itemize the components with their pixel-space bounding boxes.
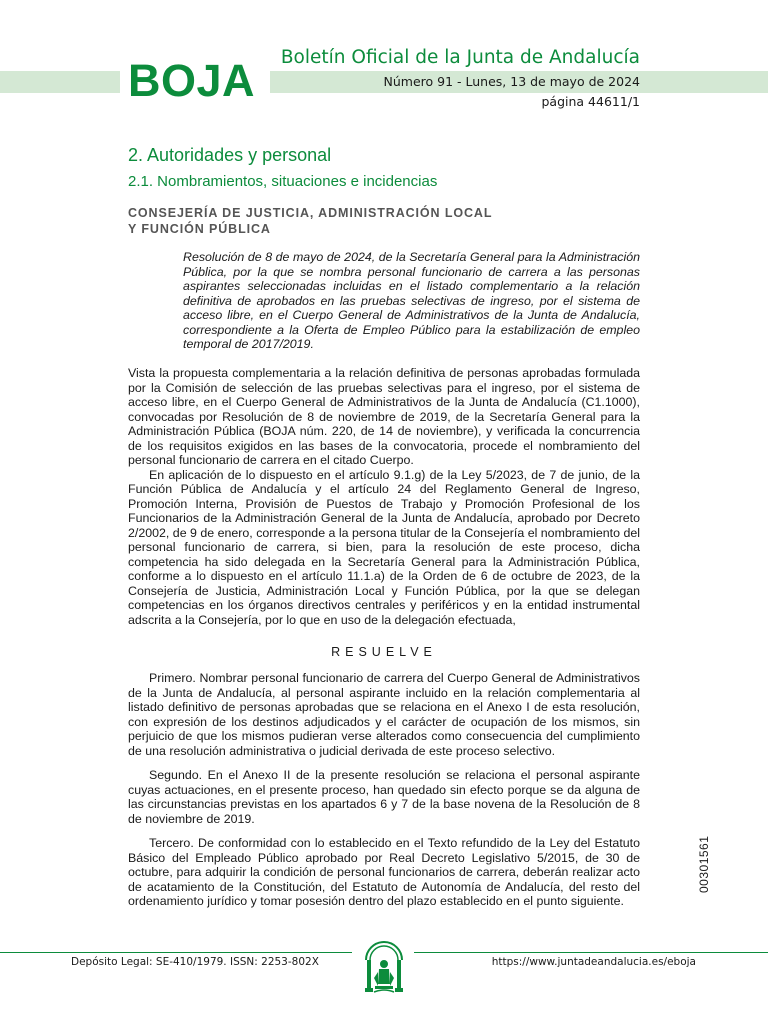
paragraph-2: En aplicación de lo dispuesto en el artículo 9.1.g) de la Ley 5/2023, de 7 de junio, de la Función Pública de Andalucía y el artículo 24 del Reglamento General de Ingreso, Promoción Interna, Provisión de Puestos de Trabajo y Promoción Profesional de los Funcionarios de la Administración General de la Junta de Andalucía, aprobado por Decreto 2/2002, de 9 de enero, corresponde a la persona titular de la Consejería el nombramiento del personal funcionario de carrera, si bien, para la resolución de este proceso, dicha competencia ha sido delegada en la Secretaría General para la Administración Pública, conforme a lo dispuesto en el artículo 11.1.a) de la Orden de 6 de octubre de 2023, de la Consejería de Justicia, Administración Local y Función Pública, por la que se delegan competencias en los órganos directivos centrales y periféricos y en la entidad instrumental adscrita a la Consejería, por lo que en uso de la delegación efectuada, [128,467,640,627]
boja-logo: BOJA [128,55,256,106]
eboja-link[interactable]: https://www.juntadeandalucia.es/eboja [491,956,696,968]
paragraph-tercero: Tercero. De conformidad con lo establecido en el Texto refundido de la Ley del Estatuto Básico del Empleado Público aprobado por Real Decreto Legislativo 5/2015, de 30 de octubre, para adquirir la condición de personal funcionarios de carrera, deberán realizar acto de acatamiento de la Constitución, del Estatuto de Autonomía de Andalucía, del resto del ordenamiento jurídico y tomar posesión dentro del plazo establecido en el punto siguiente. [128,836,640,908]
section-subtitle: 2.1. Nombramientos, situaciones e incidencias [128,173,438,190]
article-segundo [128,768,640,826]
resolution-abstract: Resolución de 8 de mayo de 2024, de la Secretaría General para la Administración Pública, por la que se nombra personal funcionario de carrera a las personas aspirantes seleccionadas incluidas en el listado complementario a la relación definitiva de aprobados en las pruebas selectivas de ingreso, por el sistema de acceso libre, en el Cuerpo General de Administrativos de la Junta de Andalucía, correspondiente a la Oferta de Empleo Público para la estabilización de empleo temporal de 2017/2019. [183,250,640,351]
footer-divider-right [414,952,768,953]
section-title: 2. Autoridades y personal [128,145,332,165]
preamble [128,366,640,627]
paragraph-1: Vista la propuesta complementaria a la relación definitiva de personas aprobadas formulada por la Comisión de selección de las pruebas selectivas para el ingreso, por el sistema de acceso libre, en el Cuerpo General de Administrativos de la Junta de Andalucía (C1.1000), convocadas por Resolución de 8 de noviembre de 2019, de la Secretaría General para la Administración Pública (BOJA núm. 220, de 14 de noviembre), y verificada la concurrencia de los requisitos exigidos en las bases de la convocatoria, procede el nombramiento del personal funcionario de carrera en el citado Cuerpo. [128,366,640,467]
resuelve-heading: RESUELVE [331,645,437,659]
paragraph-segundo: Segundo. En el Anexo II de la presente resolución se relaciona el personal aspirante cuyas actuaciones, en el presente proceso, han quedado sin efecto porque se da alguna de las circunstancias previstas en los apartados 6 y 7 de la base novena de la Resolución de 8 de noviembre de 2019. [128,768,640,826]
publication-title: Boletín Oficial de la Junta de Andalucía [280,47,640,68]
issue-number: Número 91 - Lunes, 13 de mayo de 2024 [383,74,640,89]
article-primero [128,671,640,758]
organization-line-2: Y FUNCIÓN PÚBLICA [128,222,271,236]
paragraph-primero: Primero. Nombrar personal funcionario de carrera del Cuerpo General de Administrativos de la Junta de Andalucía, al personal aspirante incluido en la relación complementaria al listado definitivo de personas aprobadas que se relaciona en el Anexo I de esta resolución, con expresión de los destinos adjudicados y el carácter de ocupación de los mismos, sin perjuicio de que los mismos pudieran verse alterados como consecuencia del cumplimiento de una resolución administrativa o judicial derivada de este proceso selectivo. [128,671,640,758]
footer-divider-left [0,952,352,953]
organization-heading [128,205,548,237]
organization-line-1: CONSEJERÍA DE JUSTICIA, ADMINISTRACIÓN LOCAL [128,206,493,220]
legal-deposit: Depósito Legal: SE-410/1979. ISSN: 2253-802X [71,956,319,968]
page-number: página 44611/1 [541,94,640,109]
andalucia-coat-of-arms-icon [360,938,408,996]
document-code: 00301561 [697,835,711,893]
article-tercero [128,836,640,909]
